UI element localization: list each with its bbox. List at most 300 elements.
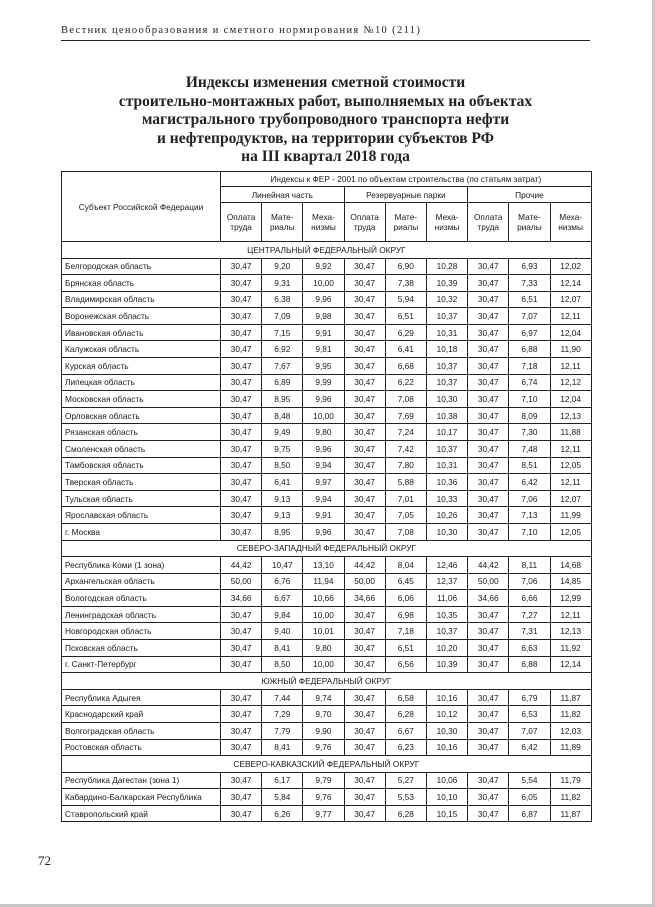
subject-name: Волгоградская область	[62, 722, 221, 739]
index-value: 30,47	[468, 391, 509, 408]
index-value: 30,47	[221, 656, 262, 673]
index-value: 30,47	[221, 341, 262, 358]
index-value: 30,47	[344, 490, 385, 507]
index-value: 9,92	[303, 258, 344, 275]
index-value: 7,10	[509, 391, 550, 408]
index-value: 6,98	[385, 606, 426, 623]
index-value: 10,37	[426, 441, 467, 458]
subheader-machinery	[426, 203, 467, 242]
index-value: 10,37	[426, 623, 467, 640]
subheader-line: труда	[353, 222, 376, 232]
index-value: 10,33	[426, 490, 467, 507]
index-value: 8,95	[262, 524, 303, 541]
index-value: 8,50	[262, 457, 303, 474]
index-value: 6,41	[385, 341, 426, 358]
index-value: 30,47	[344, 772, 385, 789]
index-value: 30,47	[344, 341, 385, 358]
index-value: 7,67	[262, 358, 303, 375]
index-value: 7,29	[262, 706, 303, 723]
index-value: 12,07	[550, 291, 591, 308]
index-value: 30,47	[221, 457, 262, 474]
index-value: 6,42	[509, 474, 550, 491]
table-row	[62, 424, 592, 441]
subheader-labor-cost	[221, 203, 262, 242]
index-value: 7,06	[509, 573, 550, 590]
index-value: 30,47	[468, 291, 509, 308]
index-value: 12,05	[550, 457, 591, 474]
table-row	[62, 490, 592, 507]
index-value: 11,89	[550, 739, 591, 756]
index-value: 12,14	[550, 656, 591, 673]
index-value: 7,18	[385, 623, 426, 640]
title-line: Индексы изменения сметной стоимости	[185, 74, 466, 91]
index-value: 30,47	[344, 291, 385, 308]
index-value: 11,87	[550, 689, 591, 706]
index-value: 10,30	[426, 391, 467, 408]
federal-district-name: СЕВЕРО-ЗАПАДНЫЙ ФЕДЕРАЛЬНЫЙ ОКРУГ	[62, 540, 592, 557]
table-row	[62, 689, 592, 706]
subject-name: Республика Дагестан (зона 1)	[62, 772, 221, 789]
index-value: 30,47	[221, 424, 262, 441]
index-value: 50,00	[344, 573, 385, 590]
index-value: 9,76	[303, 739, 344, 756]
table-row	[62, 441, 592, 458]
index-value: 5,27	[385, 772, 426, 789]
index-value: 6,76	[262, 573, 303, 590]
index-value: 7,07	[509, 722, 550, 739]
subheader-line: риалы	[269, 222, 295, 232]
index-value: 7,30	[509, 424, 550, 441]
index-value: 10,66	[303, 590, 344, 607]
section-header-row	[62, 242, 592, 259]
index-value: 6,63	[509, 640, 550, 657]
index-value: 10,16	[426, 689, 467, 706]
subject-name: Смоленская область	[62, 441, 221, 458]
index-value: 9,77	[303, 805, 344, 822]
index-value: 30,47	[468, 789, 509, 806]
index-value: 30,47	[344, 507, 385, 524]
index-value: 30,47	[468, 424, 509, 441]
index-value: 7,07	[509, 308, 550, 325]
index-value: 8,41	[262, 739, 303, 756]
subheader-machinery	[303, 203, 344, 242]
index-value: 30,47	[221, 308, 262, 325]
subject-name: Курская область	[62, 358, 221, 375]
index-value: 9,96	[303, 441, 344, 458]
index-value: 6,51	[385, 308, 426, 325]
index-value: 6,93	[509, 258, 550, 275]
index-value: 30,47	[468, 640, 509, 657]
index-value: 30,47	[468, 490, 509, 507]
subject-name: Новгородская область	[62, 623, 221, 640]
table-row	[62, 308, 592, 325]
subject-name: Псковская область	[62, 640, 221, 657]
subheader-line: труда	[230, 222, 252, 232]
index-value: 9,99	[303, 374, 344, 391]
index-value: 7,44	[262, 689, 303, 706]
index-value: 30,47	[468, 706, 509, 723]
subject-name: Кабардино-Балкарская Республика	[62, 789, 221, 806]
index-value: 6,67	[385, 722, 426, 739]
index-value: 7,31	[509, 623, 550, 640]
subheader-line: Меха-	[435, 212, 459, 222]
index-value: 9,91	[303, 324, 344, 341]
index-value: 30,47	[344, 474, 385, 491]
index-value: 30,47	[221, 623, 262, 640]
subject-column-header: Субъект Российской Федерации	[62, 172, 221, 242]
index-value: 30,47	[344, 623, 385, 640]
subject-name: Архангельская область	[62, 573, 221, 590]
index-value: 30,47	[344, 391, 385, 408]
index-value: 10,30	[426, 524, 467, 541]
index-value: 7,05	[385, 507, 426, 524]
index-value: 10,31	[426, 457, 467, 474]
group-header-tank-farms: Резервуарные парки	[344, 187, 468, 203]
index-value: 10,38	[426, 407, 467, 424]
index-value: 7,33	[509, 275, 550, 292]
index-value: 11,82	[550, 789, 591, 806]
table-row	[62, 457, 592, 474]
table-header	[62, 172, 592, 242]
index-value: 12,11	[550, 441, 591, 458]
index-value: 5,54	[509, 772, 550, 789]
index-value: 9,80	[303, 640, 344, 657]
index-value: 7,06	[509, 490, 550, 507]
running-head: Вестник ценообразования и сметного нормирования №10 (211)	[61, 25, 422, 36]
index-value: 6,97	[509, 324, 550, 341]
index-value: 11,94	[303, 573, 344, 590]
table-row	[62, 606, 592, 623]
index-value: 30,47	[468, 308, 509, 325]
index-value: 44,42	[221, 557, 262, 574]
subject-name: Республика Коми (1 зона)	[62, 557, 221, 574]
index-value: 7,69	[385, 407, 426, 424]
index-value: 30,47	[468, 507, 509, 524]
subheader-labor-cost	[468, 203, 509, 242]
index-value: 10,01	[303, 623, 344, 640]
index-value: 30,47	[468, 474, 509, 491]
index-value: 9,98	[303, 308, 344, 325]
index-value: 30,47	[468, 722, 509, 739]
index-value: 5,94	[385, 291, 426, 308]
subject-name: Брянская область	[62, 275, 221, 292]
table-row	[62, 374, 592, 391]
index-value: 6,66	[509, 590, 550, 607]
table-row	[62, 391, 592, 408]
index-value: 6,89	[262, 374, 303, 391]
federal-district-name: ЮЖНЫЙ ФЕДЕРАЛЬНЫЙ ОКРУГ	[62, 673, 592, 690]
index-value: 30,47	[468, 772, 509, 789]
index-value: 10,39	[426, 275, 467, 292]
index-value: 10,15	[426, 805, 467, 822]
index-value: 30,47	[468, 739, 509, 756]
page-number: 72	[38, 853, 51, 868]
table-row	[62, 474, 592, 491]
index-value: 30,47	[344, 524, 385, 541]
index-value: 12,37	[426, 573, 467, 590]
index-value: 30,47	[344, 258, 385, 275]
section-header-row	[62, 756, 592, 773]
title-line: и нефтепродуктов, на территории субъектов РФ	[157, 129, 494, 147]
table-row	[62, 358, 592, 375]
index-value: 6,28	[385, 805, 426, 822]
index-value: 9,70	[303, 706, 344, 723]
subheader-line: Оплата	[473, 212, 503, 222]
subheader-line: Оплата	[226, 212, 256, 222]
index-value: 10,17	[426, 424, 467, 441]
index-value: 9,81	[303, 341, 344, 358]
table-row	[62, 640, 592, 657]
index-value: 10,31	[426, 324, 467, 341]
subject-name: Белгородская область	[62, 258, 221, 275]
index-value: 7,42	[385, 441, 426, 458]
index-value: 9,20	[262, 258, 303, 275]
table-row	[62, 573, 592, 590]
index-value: 6,90	[385, 258, 426, 275]
index-value: 44,42	[468, 557, 509, 574]
index-value: 6,38	[262, 291, 303, 308]
running-head-rule	[61, 40, 590, 41]
table-row	[62, 524, 592, 541]
index-value: 9,80	[303, 424, 344, 441]
index-value: 9,96	[303, 391, 344, 408]
index-value: 30,47	[221, 739, 262, 756]
index-value: 12,05	[550, 524, 591, 541]
section-header-row	[62, 673, 592, 690]
index-value: 30,47	[221, 772, 262, 789]
index-value: 30,47	[344, 275, 385, 292]
index-value: 30,47	[468, 407, 509, 424]
index-value: 13,10	[303, 557, 344, 574]
index-value: 11,87	[550, 805, 591, 822]
index-value: 30,47	[221, 391, 262, 408]
index-value: 6,06	[385, 590, 426, 607]
subheader-line: Оплата	[350, 212, 379, 222]
index-value: 30,47	[221, 689, 262, 706]
index-value: 9,31	[262, 275, 303, 292]
index-value: 6,17	[262, 772, 303, 789]
index-value: 30,47	[221, 524, 262, 541]
index-value: 7,13	[509, 507, 550, 524]
subject-name: Ивановская область	[62, 324, 221, 341]
index-value: 30,47	[344, 424, 385, 441]
index-value: 9,49	[262, 424, 303, 441]
subject-name: г. Москва	[62, 524, 221, 541]
table-row	[62, 324, 592, 341]
subject-name: Орловская область	[62, 407, 221, 424]
index-value: 6,56	[385, 656, 426, 673]
index-value: 6,26	[262, 805, 303, 822]
index-value: 30,47	[221, 291, 262, 308]
subheader-line: Мате-	[271, 212, 294, 222]
index-value: 6,67	[262, 590, 303, 607]
index-value: 11,92	[550, 640, 591, 657]
index-value: 9,40	[262, 623, 303, 640]
index-value: 30,47	[221, 441, 262, 458]
index-value: 30,47	[344, 689, 385, 706]
index-value: 12,12	[550, 374, 591, 391]
subject-name: Ленинградская область	[62, 606, 221, 623]
table-row	[62, 341, 592, 358]
index-value: 10,47	[262, 557, 303, 574]
subject-name: Ростовская область	[62, 739, 221, 756]
index-value: 30,47	[468, 374, 509, 391]
index-value: 9,75	[262, 441, 303, 458]
subject-name: Тамбовская область	[62, 457, 221, 474]
index-value: 10,39	[426, 656, 467, 673]
index-value: 8,95	[262, 391, 303, 408]
index-value: 30,47	[344, 441, 385, 458]
index-value: 10,37	[426, 374, 467, 391]
table-row	[62, 590, 592, 607]
index-value: 6,42	[509, 739, 550, 756]
index-value: 10,00	[303, 606, 344, 623]
federal-district-name: ЦЕНТРАЛЬНЫЙ ФЕДЕРАЛЬНЫЙ ОКРУГ	[62, 242, 592, 259]
subheader-line: Меха-	[559, 212, 583, 222]
index-value: 34,66	[468, 590, 509, 607]
index-value: 6,22	[385, 374, 426, 391]
subject-name: Республика Адыгея	[62, 689, 221, 706]
index-value: 9,13	[262, 490, 303, 507]
index-value: 30,47	[468, 441, 509, 458]
subject-name: Ставропольский край	[62, 805, 221, 822]
index-value: 30,47	[344, 407, 385, 424]
subject-name: Ярославская область	[62, 507, 221, 524]
index-value: 14,85	[550, 573, 591, 590]
subheader-line: труда	[477, 222, 500, 232]
index-value: 9,94	[303, 457, 344, 474]
index-value: 12,02	[550, 258, 591, 275]
subject-name: Липецкая область	[62, 374, 221, 391]
subheader-line: низмы	[434, 222, 460, 232]
index-value: 9,76	[303, 789, 344, 806]
index-value: 10,00	[303, 275, 344, 292]
subheader-line: Мате-	[518, 212, 541, 222]
table-body	[62, 242, 592, 822]
subheader-materials	[509, 203, 550, 242]
index-value: 6,68	[385, 358, 426, 375]
table-row	[62, 507, 592, 524]
index-value: 12,46	[426, 557, 467, 574]
index-value: 12,13	[550, 407, 591, 424]
table-row	[62, 739, 592, 756]
index-value: 30,47	[221, 474, 262, 491]
index-value: 50,00	[221, 573, 262, 590]
index-value: 11,79	[550, 772, 591, 789]
index-value: 30,47	[221, 275, 262, 292]
index-value: 5,84	[262, 789, 303, 806]
index-value: 9,84	[262, 606, 303, 623]
index-value: 30,47	[221, 358, 262, 375]
index-value: 7,38	[385, 275, 426, 292]
index-value: 10,37	[426, 308, 467, 325]
index-value: 30,47	[344, 656, 385, 673]
index-value: 30,47	[221, 324, 262, 341]
subject-name: Калужская область	[62, 341, 221, 358]
index-value: 8,04	[385, 557, 426, 574]
index-value: 30,47	[221, 490, 262, 507]
index-value: 30,47	[344, 358, 385, 375]
subject-name: Вологодская область	[62, 590, 221, 607]
index-value: 9,79	[303, 772, 344, 789]
index-value: 8,09	[509, 407, 550, 424]
index-value: 6,28	[385, 706, 426, 723]
subject-name: Краснодарский край	[62, 706, 221, 723]
subheader-labor-cost	[344, 203, 385, 242]
subject-name: Владимирская область	[62, 291, 221, 308]
index-value: 12,03	[550, 722, 591, 739]
section-header-row	[62, 540, 592, 557]
table-row	[62, 706, 592, 723]
index-value: 30,47	[468, 623, 509, 640]
index-value: 30,47	[344, 789, 385, 806]
index-value: 10,06	[426, 772, 467, 789]
page-title	[61, 74, 590, 167]
subheader-line: Меха-	[312, 212, 335, 222]
index-value: 11,90	[550, 341, 591, 358]
index-value: 10,35	[426, 606, 467, 623]
index-value: 7,08	[385, 524, 426, 541]
index-table	[61, 171, 592, 822]
index-value: 30,47	[468, 524, 509, 541]
index-value: 6,23	[385, 739, 426, 756]
index-value: 6,29	[385, 324, 426, 341]
index-value: 11,99	[550, 507, 591, 524]
index-value: 34,66	[221, 590, 262, 607]
index-value: 10,12	[426, 706, 467, 723]
subject-name: г. Санкт-Петербург	[62, 656, 221, 673]
index-value: 30,47	[468, 689, 509, 706]
table-row	[62, 722, 592, 739]
index-value: 12,04	[550, 391, 591, 408]
table-row	[62, 407, 592, 424]
index-value: 30,47	[221, 606, 262, 623]
index-value: 6,87	[509, 805, 550, 822]
index-value: 8,51	[509, 457, 550, 474]
subject-name: Рязанская область	[62, 424, 221, 441]
subheader-line: низмы	[311, 222, 336, 232]
index-value: 12,13	[550, 623, 591, 640]
subject-name: Тульская область	[62, 490, 221, 507]
index-value: 30,47	[468, 275, 509, 292]
index-value: 9,94	[303, 490, 344, 507]
index-value: 9,90	[303, 722, 344, 739]
index-value: 30,47	[344, 324, 385, 341]
index-value: 6,51	[509, 291, 550, 308]
table-row	[62, 275, 592, 292]
subject-name: Воронежская область	[62, 308, 221, 325]
index-value: 9,96	[303, 291, 344, 308]
index-value: 6,88	[509, 656, 550, 673]
index-value: 10,16	[426, 739, 467, 756]
subject-name: Московская область	[62, 391, 221, 408]
table-row	[62, 772, 592, 789]
table-row	[62, 623, 592, 640]
index-value: 9,91	[303, 507, 344, 524]
subject-name: Тверская область	[62, 474, 221, 491]
index-value: 30,47	[468, 457, 509, 474]
index-value: 5,88	[385, 474, 426, 491]
index-value: 6,53	[509, 706, 550, 723]
index-value: 7,27	[509, 606, 550, 623]
index-value: 7,08	[385, 391, 426, 408]
index-value: 30,47	[221, 640, 262, 657]
index-value: 6,41	[262, 474, 303, 491]
index-value: 30,47	[468, 358, 509, 375]
index-value: 9,97	[303, 474, 344, 491]
top-header: Индексы к ФЕР - 2001 по объектам строительства (по статьям затрат)	[221, 172, 592, 187]
index-value: 8,48	[262, 407, 303, 424]
